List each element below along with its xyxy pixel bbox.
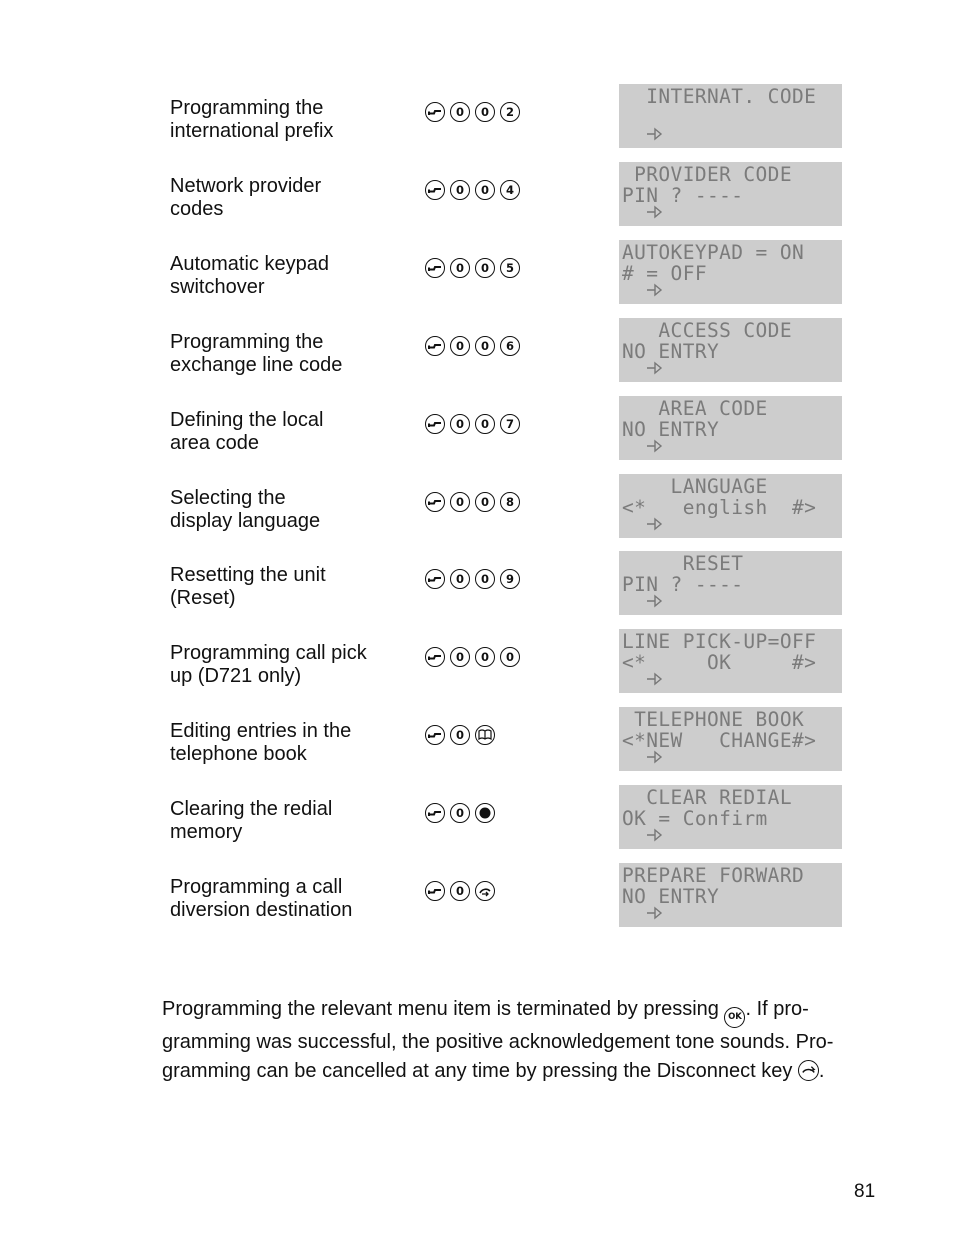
lcd-display — [619, 474, 842, 538]
cursor-arrow-icon — [646, 205, 664, 219]
lcd-display — [619, 551, 842, 615]
digit-key: 0 — [450, 569, 470, 589]
display-line-1: ACCESS CODE — [622, 319, 792, 342]
display-line-1: PREPARE FORWARD — [622, 864, 805, 887]
table-row — [0, 85, 954, 163]
lcd-display — [619, 863, 842, 927]
paragraph-text: Programming the relevant menu item is terminated by pressing — [162, 998, 725, 1020]
display-line-1: LINE PICK-UP=OFF — [622, 630, 817, 653]
digit-key: 0 — [475, 414, 495, 434]
table-row — [0, 163, 954, 241]
digit-key: 0 — [450, 492, 470, 512]
lcd-display — [619, 707, 842, 771]
display-line-2: <* english #> — [622, 496, 817, 519]
lcd-display — [619, 396, 842, 460]
function-label: Network provider codes — [170, 175, 322, 220]
display-line-1: INTERNAT. CODE — [622, 85, 817, 108]
lcd-display — [619, 785, 842, 849]
redial-key-icon — [475, 803, 495, 823]
function-label: Programming the international prefix — [170, 97, 334, 142]
function-label: Automatic keypad switchover — [170, 253, 329, 298]
digit-key: 0 — [450, 803, 470, 823]
digit-key: 0 — [475, 336, 495, 356]
digit-key: 2 — [500, 102, 520, 122]
digit-key: 0 — [450, 647, 470, 667]
cursor-arrow-icon — [646, 283, 664, 297]
lcd-display — [619, 240, 842, 304]
function-label: Programming the exchange line code — [170, 331, 343, 376]
cursor-arrow-icon — [646, 361, 664, 375]
function-label: Clearing the redial memory — [170, 798, 333, 843]
digit-key: 0 — [475, 180, 495, 200]
display-line-1: PROVIDER CODE — [622, 163, 792, 186]
table-row — [0, 241, 954, 319]
instruction-paragraph — [162, 995, 862, 1086]
display-line-2: PIN ? ---- — [622, 184, 744, 207]
key-sequence — [425, 569, 520, 591]
digit-key: 8 — [500, 492, 520, 512]
digit-key: 0 — [475, 258, 495, 278]
key-sequence — [425, 881, 495, 903]
display-line-1: LANGUAGE — [622, 475, 768, 498]
digit-key: 0 — [500, 647, 520, 667]
display-line-2: # = OFF — [622, 262, 707, 285]
digit-key: 0 — [475, 569, 495, 589]
handset-key-icon — [425, 569, 445, 589]
digit-key: 6 — [500, 336, 520, 356]
paragraph-line-1 — [162, 995, 862, 1028]
key-sequence — [425, 725, 495, 747]
table-row — [0, 397, 954, 475]
digit-key: 0 — [450, 725, 470, 745]
display-line-2: NO ENTRY — [622, 418, 720, 441]
table-row — [0, 786, 954, 864]
key-sequence — [425, 647, 520, 669]
handset-key-icon — [425, 414, 445, 434]
display-line-2: OK = Confirm — [622, 807, 768, 830]
cursor-arrow-icon — [646, 906, 664, 920]
display-line-2: <*NEW CHANGE#> — [622, 729, 817, 752]
key-sequence — [425, 414, 520, 436]
book-key-icon — [475, 725, 495, 745]
key-sequence — [425, 336, 520, 358]
digit-key: 5 — [500, 258, 520, 278]
table-row — [0, 475, 954, 553]
display-line-2: NO ENTRY — [622, 340, 720, 363]
function-label: Resetting the unit (Reset) — [170, 564, 326, 609]
display-line-1: AUTOKEYPAD = ON — [622, 241, 805, 264]
display-line-1: RESET — [622, 552, 744, 575]
display-line-1: CLEAR REDIAL — [622, 786, 792, 809]
disconnect-key-icon — [798, 1060, 819, 1081]
paragraph-line-3 — [162, 1057, 862, 1086]
display-line-2: NO ENTRY — [622, 885, 720, 908]
cursor-arrow-icon — [646, 750, 664, 764]
table-row — [0, 319, 954, 397]
key-sequence — [425, 180, 520, 202]
display-line-2: PIN ? ---- — [622, 573, 744, 596]
handset-key-icon — [425, 336, 445, 356]
function-label: Editing entries in the telephone book — [170, 720, 352, 765]
function-label: Selecting the display language — [170, 487, 321, 532]
page-number: 81 — [854, 1181, 876, 1202]
handset-key-icon — [425, 180, 445, 200]
function-label: Defining the local area code — [170, 409, 324, 454]
cursor-arrow-icon — [646, 672, 664, 686]
cursor-arrow-icon — [646, 517, 664, 531]
handset-key-icon — [425, 803, 445, 823]
cursor-arrow-icon — [646, 439, 664, 453]
table-row — [0, 552, 954, 630]
function-label: Programming call pick up (D721 only) — [170, 642, 367, 687]
paragraph-text: gramming can be cancelled at any time by pressing the Disconnect key — [162, 1060, 798, 1082]
digit-key: 0 — [450, 414, 470, 434]
handset-key-icon — [425, 258, 445, 278]
digit-key: 4 — [500, 180, 520, 200]
handset-key-icon — [425, 725, 445, 745]
cursor-arrow-icon — [646, 127, 664, 141]
digit-key: 0 — [450, 336, 470, 356]
lcd-display — [619, 84, 842, 148]
digit-key: 0 — [475, 102, 495, 122]
digit-key: 9 — [500, 569, 520, 589]
paragraph-line-2: gramming was successful, the positive acknowledgement tone sounds. Pro- — [162, 1031, 834, 1053]
display-line-1: TELEPHONE BOOK — [622, 708, 805, 731]
cursor-arrow-icon — [646, 594, 664, 608]
digit-key: 0 — [450, 102, 470, 122]
lcd-display — [619, 162, 842, 226]
cursor-arrow-icon — [646, 828, 664, 842]
table-row — [0, 864, 954, 942]
display-line-1: AREA CODE — [622, 397, 768, 420]
paragraph-text: . — [818, 1060, 825, 1082]
paragraph-text: . If pro- — [745, 998, 809, 1020]
digit-key: 0 — [475, 492, 495, 512]
handset-key-icon — [425, 492, 445, 512]
digit-key: 0 — [475, 647, 495, 667]
key-sequence — [425, 102, 520, 124]
handset-key-icon — [425, 102, 445, 122]
table-row — [0, 708, 954, 786]
ok-key-icon: OK — [724, 1007, 745, 1028]
handset-key-icon — [425, 647, 445, 667]
digit-key: 0 — [450, 180, 470, 200]
forward-key-icon — [475, 881, 495, 901]
key-sequence — [425, 492, 520, 514]
handset-key-icon — [425, 881, 445, 901]
lcd-display — [619, 629, 842, 693]
table-row — [0, 630, 954, 708]
lcd-display — [619, 318, 842, 382]
key-sequence — [425, 803, 495, 825]
key-sequence — [425, 258, 520, 280]
digit-key: 7 — [500, 414, 520, 434]
digit-key: 0 — [450, 881, 470, 901]
display-line-2: <* OK #> — [622, 651, 817, 674]
digit-key: 0 — [450, 258, 470, 278]
function-label: Programming a call diversion destination — [170, 876, 353, 921]
